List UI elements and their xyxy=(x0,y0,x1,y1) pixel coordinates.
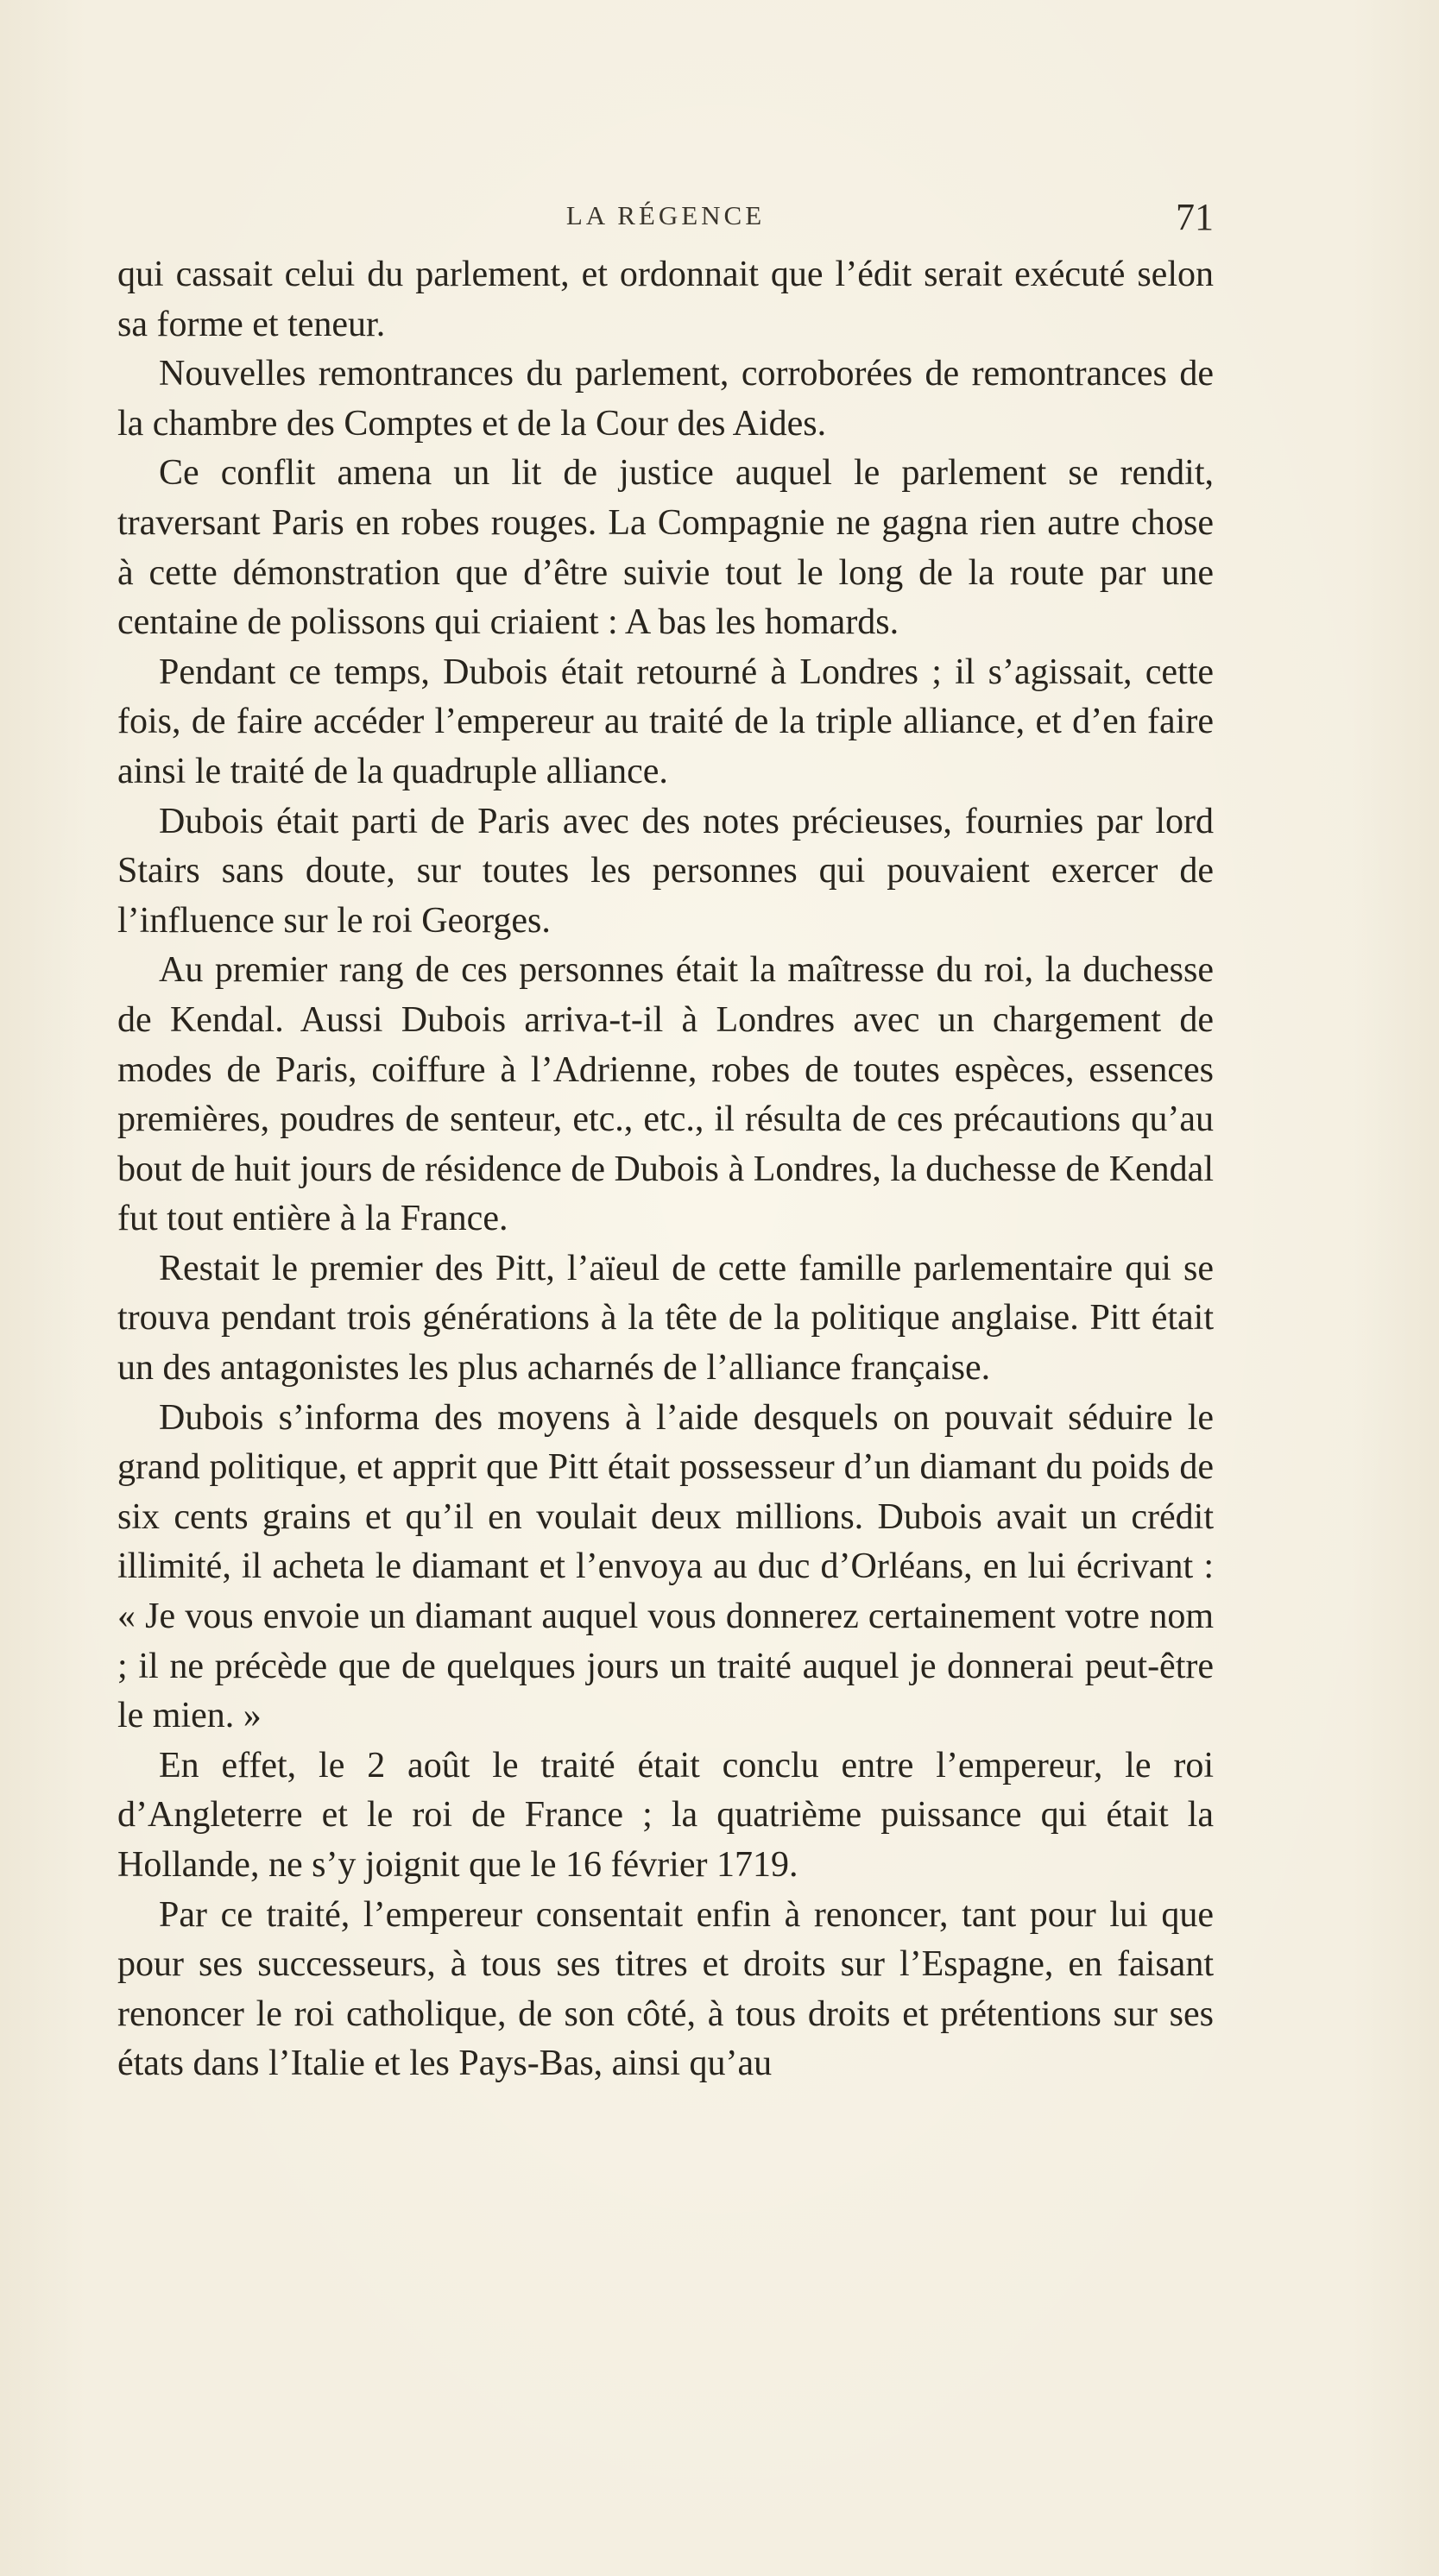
page-number: 71 xyxy=(1176,196,1214,238)
paragraph: Dubois s’informa des moyens à l’aide desquels on pouvait séduire le grand politique, et apprit que Pitt était possesseur d’un diamant du poids de six cents grains et qu’il en voulait deux millions. Dubois avait un crédit illimité, il acheta le diamant et l’envoya au duc d’Orléans, en lui écrivant : « Je vous envoie un diamant auquel vous donnerez certainement votre nom ; il ne précède que de quelques jours un traité auquel je donnerai peut-être le mien. » xyxy=(117,1397,1214,1736)
running-title: LA RÉGENCE xyxy=(565,200,766,230)
paragraph-continued: qui cassait celui du parlement, et ordonnait que l’édit serait exécuté selon sa forme et teneur. xyxy=(117,255,1214,344)
paragraph: Dubois était parti de Paris avec des notes précieuses, fournies par lord Stairs sans doute, sur toutes les personnes qui pouvaient exercer de l’influence sur le roi Georges. xyxy=(117,801,1214,941)
paragraph: Ce conflit amena un lit de justice auquel le parlement se rendit, traversant Paris en robes rouges. La Compagnie ne gagna rien autre chose à cette démonstration que d’être suivie tout le long de la route par une centaine de polissons qui criaient : A bas les homards. xyxy=(117,453,1214,643)
paragraph: Par ce traité, l’empereur consentait enfin à renoncer, tant pour lui que pour ses successeurs, à tous ses titres et droits sur l’Espagne, en faisant renoncer le roi catholique, de son côté, à tous droits et prétentions sur ses états dans l’Italie et les Pays-Bas, ainsi qu’au xyxy=(117,1894,1214,2084)
body-text xyxy=(117,250,1214,2089)
paragraph: Restait le premier des Pitt, l’aïeul de cette famille parlementaire qui se trouva pendant trois générations à la tête de la politique anglaise. Pitt était un des antagonistes les plus acharnés de l’alliance française. xyxy=(117,1248,1214,1389)
running-head xyxy=(117,195,1214,247)
paragraph: En effet, le 2 août le traité était conclu entre l’empereur, le roi d’Angleterre et le roi de France ; la quatrième puissance qui était la Hollande, ne s’y joignit que le 16 février 1719. xyxy=(117,1745,1214,1885)
paragraph: Nouvelles remontrances du parlement, corroborées de remontrances de la chambre des Comptes et de la Cour des Aides. xyxy=(117,354,1214,444)
paragraph: Au premier rang de ces personnes était la maîtresse du roi, la duchesse de Kendal. Aussi Dubois arriva-t-il à Londres avec un chargement de modes de Paris, coiffure à l’Adrienne, robes de toutes espèces, essences premières, poudres de senteur, etc., etc., il résulta de ces précautions qu’au bout de huit jours de résidence de Dubois à Londres, la duchesse de Kendal fut tout entière à la France. xyxy=(117,950,1214,1239)
paragraph: Pendant ce temps, Dubois était retourné à Londres ; il s’agissait, cette fois, de faire accéder l’empereur au traité de la triple alliance, et d’en faire ainsi le traité de la quadruple alliance. xyxy=(117,652,1214,791)
